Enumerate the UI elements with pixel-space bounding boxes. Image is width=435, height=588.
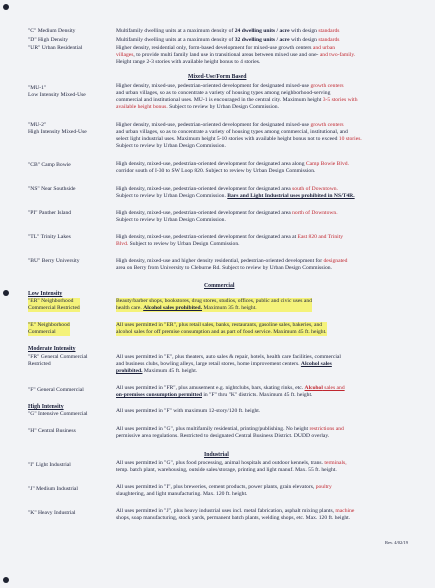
desc-f: All uses permitted in "FR", plus amusement e.g. nightclubs, bars, skating rinks, etc. Alcohol sales and on-premises consumption permitted in "F" thru "K" districts. Maximum 45 ft. height. xyxy=(116,385,345,398)
revision-date: Rev. 4/02/19 xyxy=(385,540,408,545)
desc-mu1: Higher density, mixed-use, pedestrian-oriented development for designated mixed-use growth centers and urban villages, so as to concentrate a variety of housing types among neighborhood-serving commercial and institutional uses. MU-1 is encouraged in the central city. Maximum height 3-5 stories with available height bonus. Subject to review by Urban Design Commission. xyxy=(116,83,358,110)
desc-ur: Higher density, residential only, form-based development for mixed-use growth centers and urban villages, to provide multi family land use in transitional areas between mixed use and one- and two-family. Height range 2-3 stories with available height bonus to 4 stories. xyxy=(116,45,356,65)
label-fr: "FR" General Commercial Restricted xyxy=(28,354,88,367)
punch-hole xyxy=(3,577,9,583)
label-ur-urban-residential: "UR" Urban Residential xyxy=(28,45,83,51)
subheading-moderate-intensity: Moderate Intensity xyxy=(28,346,76,352)
section-heading-mixed-use: Mixed-Use/Form Based xyxy=(188,74,247,80)
desc-mu2: Higher density, mixed-use, pedestrian-oriented development for designated mixed-use growth centers and urban villages, so as to concentrate a variety of housing types among commercial, institutional, and select light industrial uses. Maximum height 5-10 stories with available height bonus not to exceed 10 stories. Subject to review by Urban Design Commission. xyxy=(116,122,362,149)
label-c-medium-density: "C" Medium Density xyxy=(28,28,76,34)
label-j: "J" Medium Industrial xyxy=(28,486,78,492)
desc-h: All uses permitted in "G", plus multifamily residential, printing/publishing. No height restrictions and permissive area regulations. Restricted to designated Central Business District. DUDD overlay. xyxy=(116,426,344,439)
label-ns-near-southside: "NS" Near Southside xyxy=(28,186,76,192)
punch-hole xyxy=(3,290,9,296)
desc-e: All uses permitted in "ER", plus retail sales, banks, restaurants, gasoline sales, bakeries, and alcohol sales for off premise consumption and as part of food service. Maximum 45 ft. height. xyxy=(116,322,327,335)
subheading-low-intensity: Low Intensity xyxy=(28,291,63,297)
desc-g: All uses permitted in "F" with maximum 12-story/120 ft. height. xyxy=(116,408,261,414)
label-er: "ER" Neighborhood Commercial Restricted xyxy=(28,298,80,311)
label-f: "F" General Commercial xyxy=(28,387,84,393)
label-pi-panther-island: "PI" Panther Island xyxy=(28,210,72,216)
desc-c: Multifamily dwelling units at a maximum density of 24 dwelling units / acre with design standards xyxy=(116,28,340,34)
label-i: "I" Light Industrial xyxy=(28,462,71,468)
label-mu1: "MU-1" Low Intensity Mixed-Use xyxy=(28,85,86,98)
label-h: "H" Central Business xyxy=(28,428,76,434)
desc-bu: High density, mixed-use and higher density residential, pedestrian-oriented development for designated area on Berry from University to Cleburne Rd. Subject to review by Urban Design Commission. xyxy=(116,258,348,271)
desc-cb: High density, mixed-use, pedestrian-oriented development for designated area along Camp Bowie Blvd. corridor south of I-30 to SW Loop 820. Subject to review by Urban Design Commission. xyxy=(116,161,349,174)
label-k: "K" Heavy Industrial xyxy=(28,510,76,516)
section-heading-industrial: Industrial xyxy=(204,452,229,458)
desc-d: Multifamily dwelling units at a maximum density of 32 dwelling units / acre with design standards xyxy=(116,37,340,43)
punch-hole xyxy=(3,4,9,10)
desc-fr: All uses permitted in "E", plus theaters, auto sales & repair, hotels, health care facilities, commercial and business clubs, bowling alleys, large retail stores, home improvement centers. Alcohol sales prohibited. Maximum 45 ft. height. xyxy=(116,354,341,374)
label-d-high-density: "D" High Density xyxy=(28,37,68,43)
label-cb-camp-bowie: "CB" Camp Bowie xyxy=(28,162,71,168)
desc-k: All uses permitted in "J", plus heavy industrial uses incl. metal fabrication, asphalt mixing plants, machine shops, soap manufacturing, stock yards, permanent batch plants, welding shops, etc. Max. 120 ft. height. xyxy=(116,508,355,521)
desc-i: All uses permitted in "G", plus food processing, animal hospitals and outdoor kennels, trans. terminals, temp. batch plant, warehousing, outside sales/storage, printing and light manuf. Max. 55 ft. height. xyxy=(116,460,347,473)
label-mu2: "MU-2" High Intensity Mixed-Use xyxy=(28,122,87,135)
subheading-high-intensity: High Intensity xyxy=(28,404,64,410)
desc-er: Beauty/barber shops, bookstores, drug stores, studios, offices, public and civic uses and health care. Alcohol sales prohibited. Maximum 35 ft. height. xyxy=(116,298,312,311)
desc-j: All uses permitted in "I", plus breweries, cement products, power plants, grain elevators, poultry slaughtering, and light manufacturing. Max. 120 ft. height. xyxy=(116,484,332,497)
desc-pi: High density, mixed-use, pedestrian-oriented development for designated area north of Downtown. Subject to review by Urban Design Commission. xyxy=(116,210,338,223)
label-bu-berry-university: "BU" Berry University xyxy=(28,258,80,264)
label-e: "E" Neighborhood Commercial xyxy=(28,322,70,335)
label-g: "G" Intensive Commercial xyxy=(28,411,88,417)
desc-tl: High density, mixed-use, pedestrian-oriented development for designated area at East 820 and Trinity Blvd. Subject to review by Urban Design Commission. xyxy=(116,234,344,247)
desc-ns: High density, mixed-use, pedestrian-oriented development for designated area south of Downtown. Subject to review by Urban Design Commission. Bars and Light Industrial uses prohibited in NS/T4R. xyxy=(116,186,355,199)
label-tl-trinity-lakes: "TL" Trinity Lakes xyxy=(28,234,71,240)
section-heading-commercial: Commercial xyxy=(204,283,235,289)
